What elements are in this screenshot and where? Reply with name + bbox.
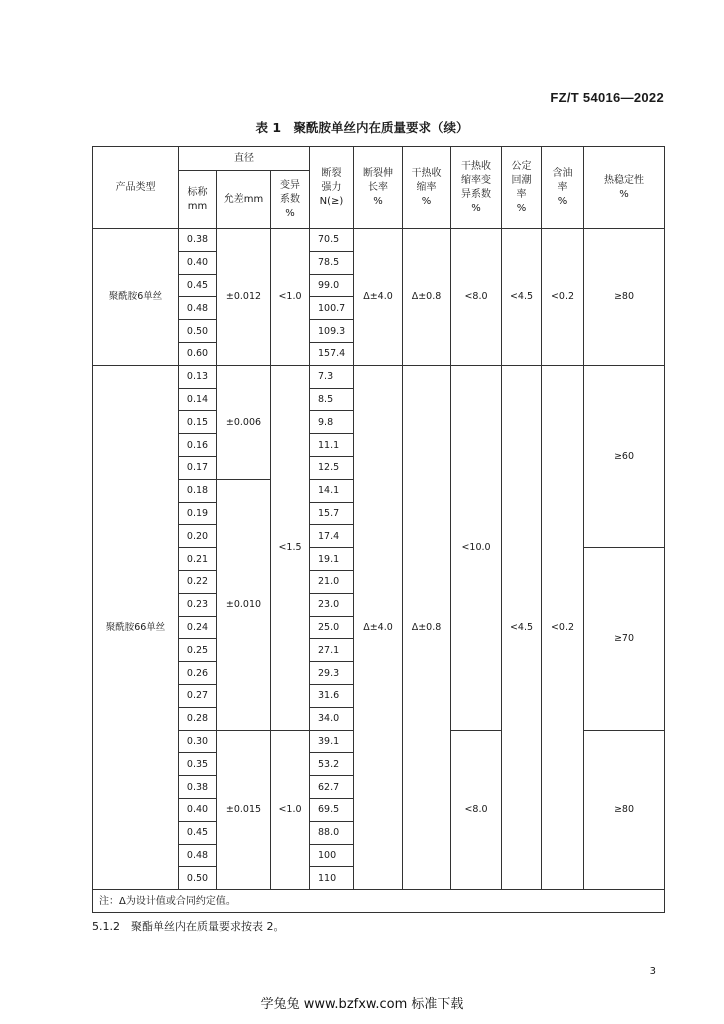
strength-cell: 31.6 xyxy=(310,684,354,707)
hot-shrink-cell: Δ±0.8 xyxy=(403,365,451,889)
hot-shrink-cv-cell: <8.0 xyxy=(451,730,502,890)
nominal-cell: 0.30 xyxy=(179,730,217,753)
header-tolerance: 允差mm xyxy=(217,171,271,229)
oil-content-cell: <0.2 xyxy=(542,365,584,889)
strength-cell: 27.1 xyxy=(310,639,354,662)
nominal-cell: 0.24 xyxy=(179,616,217,639)
nominal-cell: 0.45 xyxy=(179,821,217,844)
strength-cell: 78.5 xyxy=(310,251,354,274)
tolerance-cell: ±0.010 xyxy=(217,479,271,730)
table-body xyxy=(93,229,665,913)
quality-requirements-table xyxy=(92,146,665,913)
nominal-cell: 0.25 xyxy=(179,639,217,662)
moisture-regain-cell: <4.5 xyxy=(502,365,542,889)
header-diameter: 直径 xyxy=(179,147,310,171)
nominal-cell: 0.18 xyxy=(179,479,217,502)
nominal-cell: 0.20 xyxy=(179,525,217,548)
nominal-cell: 0.38 xyxy=(179,776,217,799)
strength-cell: 110 xyxy=(310,867,354,890)
footer-watermark: 学兔兔 www.bzfxw.com 标准下载 xyxy=(260,997,464,1012)
strength-cell: 11.1 xyxy=(310,434,354,457)
strength-cell: 62.7 xyxy=(310,776,354,799)
nominal-cell: 0.27 xyxy=(179,684,217,707)
strength-cell: 157.4 xyxy=(310,342,354,365)
thermal-stability-cell: ≥80 xyxy=(584,730,665,890)
thermal-stability-cell: ≥80 xyxy=(584,229,665,366)
strength-cell: 109.3 xyxy=(310,320,354,343)
header-thermal-stability: 热稳定性 % xyxy=(584,147,665,229)
header-elongation: 断裂伸 长率 % xyxy=(354,147,403,229)
nominal-cell: 0.48 xyxy=(179,844,217,867)
strength-cell: 29.3 xyxy=(310,662,354,685)
strength-cell: 100.7 xyxy=(310,297,354,320)
header-cv: 变异 系数 % xyxy=(271,171,310,229)
strength-cell: 70.5 xyxy=(310,229,354,252)
tolerance-cell: ±0.015 xyxy=(217,730,271,890)
product-pa66: 聚酰胺66单丝 xyxy=(93,365,179,889)
nominal-cell: 0.60 xyxy=(179,342,217,365)
table-row xyxy=(93,365,665,388)
tolerance-cell: ±0.006 xyxy=(217,365,271,479)
strength-cell: 39.1 xyxy=(310,730,354,753)
nominal-cell: 0.50 xyxy=(179,867,217,890)
nominal-cell: 0.19 xyxy=(179,502,217,525)
oil-content-cell: <0.2 xyxy=(542,229,584,366)
page-number: 3 xyxy=(649,966,656,977)
strength-cell: 14.1 xyxy=(310,479,354,502)
nominal-cell: 0.45 xyxy=(179,274,217,297)
table-row xyxy=(93,229,665,252)
nominal-cell: 0.22 xyxy=(179,570,217,593)
strength-cell: 12.5 xyxy=(310,456,354,479)
header-hot-shrink-cv: 干热收 缩率变 异系数 % xyxy=(451,147,502,229)
nominal-cell: 0.21 xyxy=(179,548,217,571)
nominal-cell: 0.40 xyxy=(179,798,217,821)
clause-5-1-2: 5.1.2 聚酯单丝内在质量要求按表 2。 xyxy=(92,920,285,933)
strength-cell: 21.0 xyxy=(310,570,354,593)
product-pa6: 聚酰胺6单丝 xyxy=(93,229,179,366)
tolerance-cell: ±0.012 xyxy=(217,229,271,366)
table-note: 注：Δ为设计值或合同约定值。 xyxy=(93,890,665,913)
strength-cell: 99.0 xyxy=(310,274,354,297)
strength-cell: 34.0 xyxy=(310,707,354,730)
nominal-cell: 0.15 xyxy=(179,411,217,434)
thermal-stability-cell: ≥60 xyxy=(584,365,665,547)
nominal-cell: 0.23 xyxy=(179,593,217,616)
strength-cell: 7.3 xyxy=(310,365,354,388)
strength-cell: 8.5 xyxy=(310,388,354,411)
moisture-regain-cell: <4.5 xyxy=(502,229,542,366)
strength-cell: 19.1 xyxy=(310,548,354,571)
cv-cell: <1.5 xyxy=(271,365,310,730)
nominal-cell: 0.13 xyxy=(179,365,217,388)
strength-cell: 53.2 xyxy=(310,753,354,776)
strength-cell: 9.8 xyxy=(310,411,354,434)
nominal-cell: 0.35 xyxy=(179,753,217,776)
strength-cell: 25.0 xyxy=(310,616,354,639)
nominal-cell: 0.40 xyxy=(179,251,217,274)
hot-shrink-cell: Δ±0.8 xyxy=(403,229,451,366)
table-note-row xyxy=(93,890,665,913)
nominal-cell: 0.16 xyxy=(179,434,217,457)
strength-cell: 100 xyxy=(310,844,354,867)
nominal-cell: 0.26 xyxy=(179,662,217,685)
nominal-cell: 0.14 xyxy=(179,388,217,411)
header-breaking-strength: 断裂 强力 N(≥) xyxy=(310,147,354,229)
nominal-cell: 0.50 xyxy=(179,320,217,343)
standard-code: FZ/T 54016—2022 xyxy=(550,90,664,105)
strength-cell: 69.5 xyxy=(310,798,354,821)
elongation-cell: Δ±4.0 xyxy=(354,365,403,889)
nominal-cell: 0.17 xyxy=(179,456,217,479)
strength-cell: 88.0 xyxy=(310,821,354,844)
nominal-cell: 0.28 xyxy=(179,707,217,730)
header-nominal: 标称 mm xyxy=(179,171,217,229)
strength-cell: 23.0 xyxy=(310,593,354,616)
header-oil-content: 含油 率 % xyxy=(542,147,584,229)
quality-table-wrapper xyxy=(92,146,664,913)
thermal-stability-cell: ≥70 xyxy=(584,548,665,730)
header-product-type: 产品类型 xyxy=(93,147,179,229)
table-title: 表 1 聚酰胺单丝内在质量要求（续） xyxy=(255,120,469,135)
hot-shrink-cv-cell: <8.0 xyxy=(451,229,502,366)
header-moisture-regain: 公定 回潮 率 % xyxy=(502,147,542,229)
nominal-cell: 0.38 xyxy=(179,229,217,252)
header-hot-shrink: 干热收 缩率 % xyxy=(403,147,451,229)
hot-shrink-cv-cell: <10.0 xyxy=(451,365,502,730)
nominal-cell: 0.48 xyxy=(179,297,217,320)
strength-cell: 17.4 xyxy=(310,525,354,548)
cv-cell: <1.0 xyxy=(271,229,310,366)
strength-cell: 15.7 xyxy=(310,502,354,525)
elongation-cell: Δ±4.0 xyxy=(354,229,403,366)
cv-cell: <1.0 xyxy=(271,730,310,890)
